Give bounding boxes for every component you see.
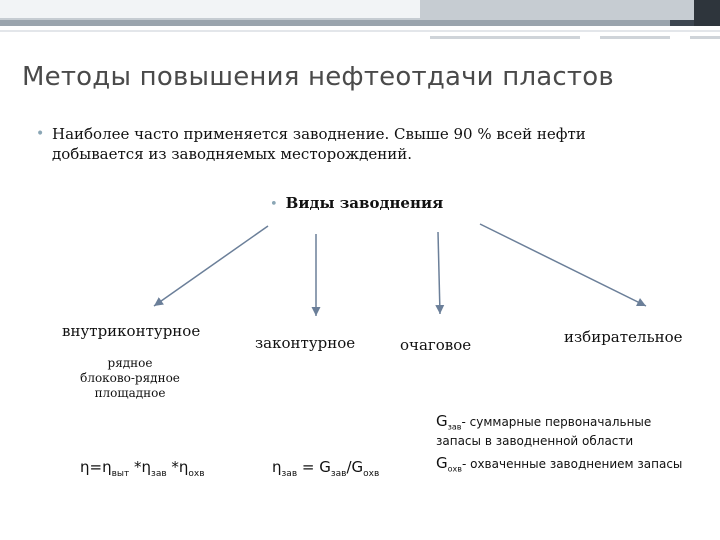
type-selective: избирательное [564,328,683,346]
formula-sub: зав [281,469,298,479]
note-continued: запасы в заводненной области [436,434,634,448]
type-focal: очаговое [400,336,472,354]
note-symbol: G [436,412,448,430]
note-g-ohv [436,454,682,473]
type-external: законтурное [255,334,356,352]
sub-bullet-text: Виды заводнения [285,194,444,212]
formula-sub: охв [363,469,380,479]
arrow-line [480,224,646,306]
subtype-item: блоково-рядное [80,371,180,385]
note-sub: охв [447,464,462,474]
note-text: - охваченные заводнением запасы [461,457,683,471]
formula-part: = G [297,458,331,476]
formula-part: =η [89,458,112,476]
subtype-item: площадное [94,386,166,400]
note-text: - суммарные первоначальные [461,415,652,429]
arrow-line [438,232,440,314]
formula-sub: зав [330,469,347,479]
bullet-text: Наиболее часто применяется заводнение. Свыше 90 % всей нефти добывается из заводняемых месторождений. [52,125,586,163]
formula-part: η [272,458,282,476]
subtype-item: рядное [107,356,153,370]
formula-part: η [80,458,90,476]
subtype-list [60,356,200,401]
formula-part: *η [129,458,152,476]
formula-sub: охв [188,469,205,479]
formula-flooding [272,458,379,479]
formula-sub: зав [151,469,167,479]
slide-title: Методы повышения нефтеотдачи пластов [22,62,614,92]
bullet-dot-icon: • [36,126,45,142]
formula-total [80,458,205,479]
bullet-dot-icon: • [270,197,278,212]
type-internal: внутриконтурное [62,322,201,340]
note-sub: зав [447,422,462,432]
arrow-line [154,226,268,306]
formula-sub: выт [111,469,130,479]
formula-part: /G [346,458,364,476]
note-symbol: G [436,454,448,472]
formula-part: *η [166,458,189,476]
note-g-zav [436,412,651,431]
